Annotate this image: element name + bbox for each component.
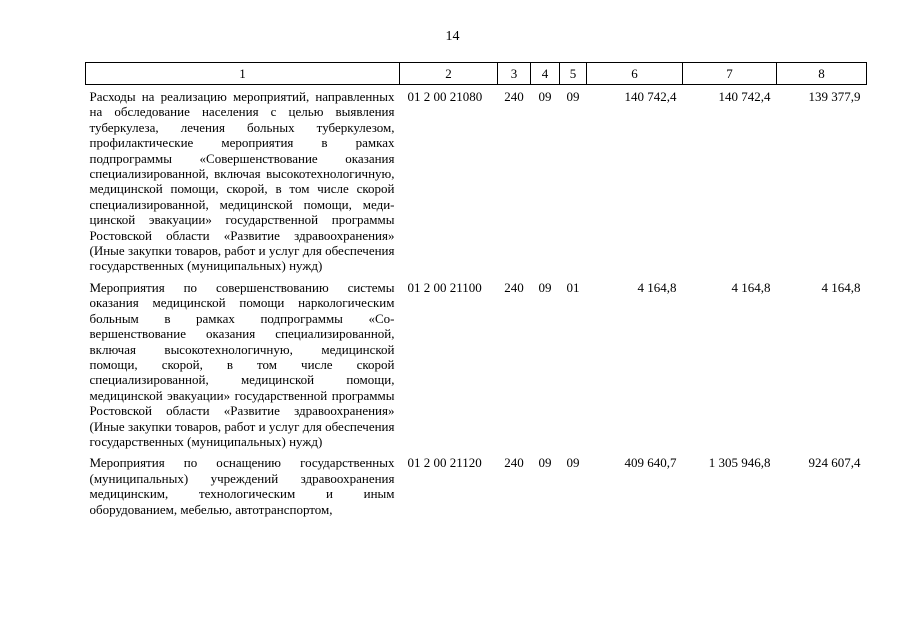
table-row bbox=[86, 276, 867, 451]
expense-type-code: 240 bbox=[504, 89, 524, 104]
expense-type-code: 240 bbox=[504, 455, 524, 471]
section-code: 09 bbox=[538, 279, 552, 295]
column-header: 3 bbox=[498, 63, 531, 85]
expense-description: Расходы на реализацию мероприятий, направленных на обследование населения с целью выявления туберкулеза, лечения больных туберкулезом, профилактические мероприятия в рамках подпрограммы «Совершенствование оказания специализированной, включая высокотехнологичную, медицинской помощи, скорой, в том числе скорой специализированной, медицинской помощи, медицинской эвакуации» государственной программы Ростовской области «Развитие здравоохранения» (Иные закупки товаров, работ и услуг для обеспечения государственных (муниципальных) нужд) bbox=[89, 89, 395, 274]
budget-table bbox=[85, 62, 867, 519]
amount-col8: 924 607,4 bbox=[808, 455, 861, 471]
amount-col8: 139 377,9 bbox=[808, 89, 861, 104]
amount-col7: 4 164,8 bbox=[731, 279, 771, 295]
column-header: 2 bbox=[400, 63, 498, 85]
subsection-code: 09 bbox=[566, 89, 580, 104]
amount-col6: 140 742,4 bbox=[624, 89, 677, 104]
expense-description: Мероприятия по совершенствованию системы оказания медицинской помощи наркологическим больным в рамках подпрограммы «Совершенствование оказания специализированной, включая высокотехнологичную, медицинской помощи, скорой, в том числе скорой специализированной, медицинской помощи, медицинской эвакуации» государственной программы Ростовской области «Развитие здравоохранения» (Иные закупки товаров, работ и услуг для обеспечения государственных (муниципальных) нужд) bbox=[89, 279, 395, 449]
table-header-row bbox=[86, 63, 867, 85]
target-article-code: 01 2 00 21080 bbox=[407, 89, 483, 104]
section-code: 09 bbox=[538, 455, 552, 471]
column-header: 4 bbox=[531, 63, 560, 85]
amount-col7: 1 305 946,8 bbox=[708, 455, 771, 471]
table-row bbox=[86, 451, 867, 519]
column-header: 1 bbox=[86, 63, 400, 85]
amount-col8: 4 164,8 bbox=[821, 279, 861, 295]
target-article-code: 01 2 00 21100 bbox=[407, 279, 482, 295]
table-row bbox=[86, 85, 867, 276]
column-header: 5 bbox=[560, 63, 587, 85]
page-number: 14 bbox=[445, 29, 460, 44]
column-header: 7 bbox=[683, 63, 777, 85]
amount-col7: 140 742,4 bbox=[718, 89, 771, 104]
subsection-code: 01 bbox=[566, 279, 580, 295]
section-code: 09 bbox=[538, 89, 552, 104]
column-header: 8 bbox=[777, 63, 867, 85]
expense-description: Мероприятия по оснащению государственных (муниципальных) учреждений здравоохранения медицинским, технологическим и иным оборудованием, мебелью, автотранспортом, bbox=[89, 455, 395, 517]
amount-col6: 409 640,7 bbox=[624, 455, 677, 471]
subsection-code: 09 bbox=[566, 455, 580, 471]
expense-type-code: 240 bbox=[504, 279, 524, 295]
column-header: 6 bbox=[587, 63, 683, 85]
target-article-code: 01 2 00 21120 bbox=[407, 455, 482, 471]
amount-col6: 4 164,8 bbox=[637, 279, 677, 295]
